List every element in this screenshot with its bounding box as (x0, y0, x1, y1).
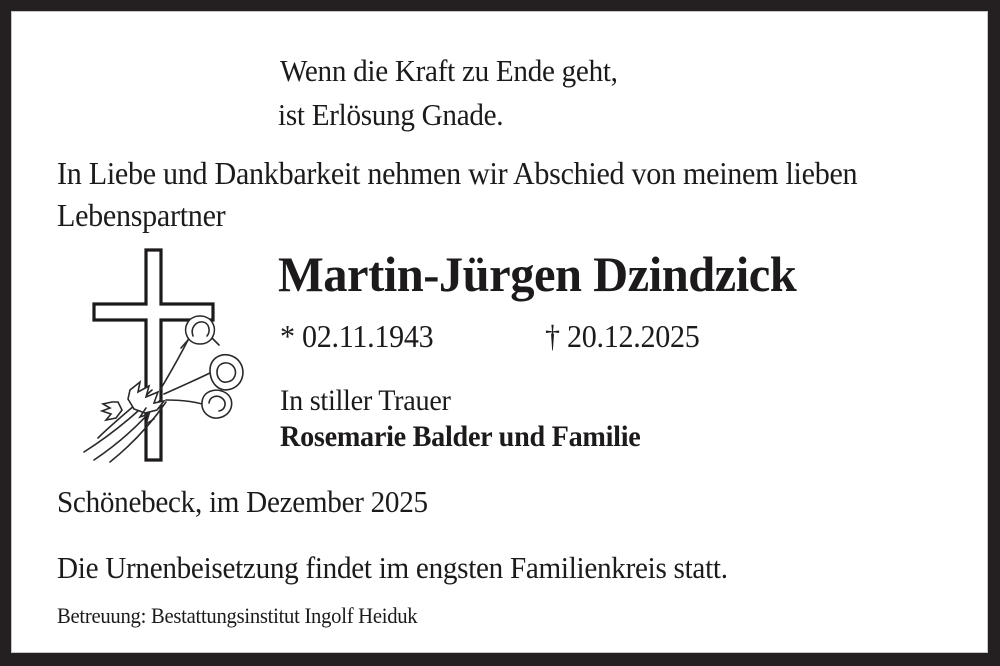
notice-paper (11, 11, 988, 653)
quote-line-2: ist Erlösung Gnade. (278, 97, 504, 132)
cross-icon (94, 250, 213, 460)
mourning-family: Rosemarie Balder und Familie (280, 420, 641, 453)
place-and-date: Schönebeck, im Dezember 2025 (57, 484, 428, 519)
intro-line-2: Lebenspartner (57, 197, 226, 233)
roses-icon (84, 316, 243, 462)
death-date (545, 318, 700, 355)
cross-with-roses-art (60, 242, 250, 470)
funeral-home-note: Betreuung: Bestattungsinstitut Ingolf Heiduk (57, 603, 418, 628)
birth-date (280, 318, 433, 355)
quote-line-1: Wenn die Kraft zu Ende geht, (280, 53, 618, 88)
death-date-value: 20.12.2025 (567, 318, 700, 354)
mourning-line: In stiller Trauer (280, 384, 451, 417)
burial-note: Die Urnenbeisetzung findet im engsten Familienkreis statt. (57, 550, 728, 585)
birth-symbol: * (280, 318, 295, 354)
death-cross-symbol: † (545, 318, 560, 354)
intro-line-1: In Liebe und Dankbarkeit nehmen wir Abschied von meinem lieben (57, 155, 858, 191)
deceased-name: Martin-Jürgen Dzindzick (278, 246, 797, 302)
birth-date-value: 02.11.1943 (302, 318, 434, 354)
